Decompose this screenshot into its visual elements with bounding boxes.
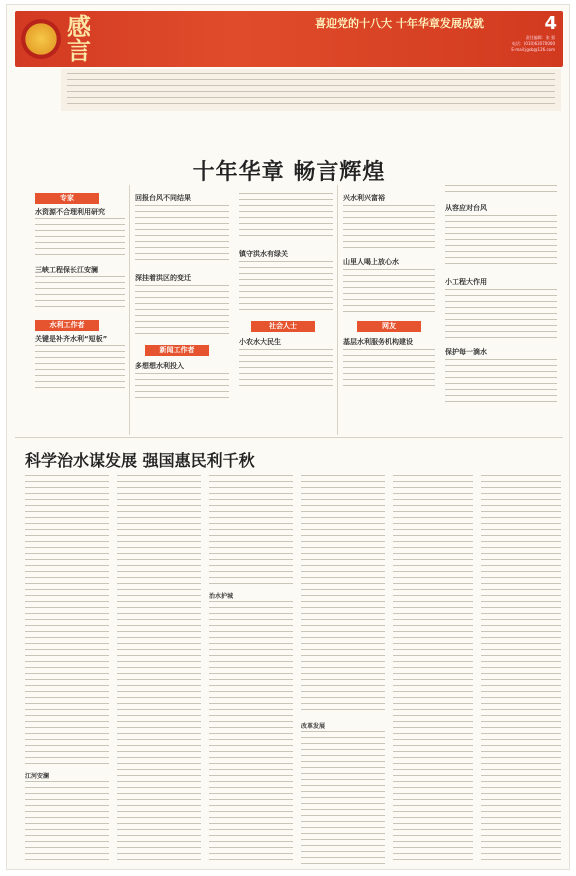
article-title: 从容应对台风 [445, 204, 487, 212]
divider [15, 437, 563, 438]
article-title: 关键是补齐水利“短板” [35, 335, 108, 343]
article-body [445, 215, 557, 269]
article-body [135, 205, 229, 265]
article-title: 山里人喝上放心水 [343, 258, 399, 266]
article-body [445, 289, 557, 339]
article-body [239, 349, 333, 389]
article-body [135, 373, 229, 403]
article-body [35, 276, 125, 312]
intro-text [67, 73, 555, 109]
section-tag-experts: 专家 [35, 193, 99, 204]
newspaper-page [6, 4, 570, 870]
page-number: 4 [544, 13, 557, 34]
feature-subhead: 江河安澜 [25, 773, 50, 780]
article-title: 镇守洪水有绿关 [239, 250, 288, 258]
main-headline: 十年华章 畅言辉煌 [192, 159, 386, 185]
article-body [239, 193, 333, 241]
article-body [35, 345, 125, 393]
feature-subhead: 改革发展 [301, 723, 326, 730]
section-tag-social: 社会人士 [251, 321, 315, 332]
article-title: 小农水大民生 [239, 338, 281, 346]
party-emblem-icon [21, 19, 61, 59]
article-title: 保护每一滴水 [445, 348, 487, 356]
feature-body [209, 601, 293, 865]
article-body [445, 185, 557, 197]
article-body [343, 349, 435, 389]
section-tag-net: 网友 [357, 321, 421, 332]
article-title: 小工程大作用 [445, 278, 487, 286]
article-title: 兴水利兴富裕 [343, 194, 385, 202]
feature-body [301, 475, 385, 715]
section-tag-workers: 水利工作者 [35, 320, 99, 331]
article-body [343, 205, 435, 249]
article-title: 水资源不合理利用研究 [35, 208, 105, 216]
feature-body [209, 475, 293, 585]
page-header [15, 11, 563, 67]
feature-body [481, 475, 561, 865]
feature-body [25, 781, 109, 865]
article-title: 基层水利服务机构建设 [343, 338, 413, 346]
feature-subhead: 治水护城 [209, 593, 234, 600]
feature-body [117, 475, 201, 865]
section-tag-news: 新闻工作者 [145, 345, 209, 356]
article-title: 深挂着洪区的变迁 [135, 274, 191, 282]
article-body [343, 269, 435, 313]
header-banner: 喜迎党的十八大 十年华章发展成就 [315, 17, 484, 30]
divider [337, 185, 338, 435]
editor-info: 责任编辑：张 强 电话：(010)63070000 E-mail:jgsb@126.com [511, 35, 555, 52]
article-body [135, 285, 229, 335]
article-body [239, 261, 333, 311]
feature-headline: 科学治水谋发展 强国惠民利千秋 [25, 451, 255, 470]
feature-body [301, 731, 385, 865]
article-title: 回报台风不同结果 [135, 194, 191, 202]
article-title: 多想想水利投入 [135, 362, 184, 370]
feature-body [393, 475, 473, 865]
column-title: 感言 [67, 12, 91, 65]
feature-body [25, 475, 109, 765]
article-body [35, 218, 125, 258]
article-body [445, 359, 557, 403]
divider [129, 185, 130, 435]
article-title: 三峡工程保长江安澜 [35, 266, 98, 274]
